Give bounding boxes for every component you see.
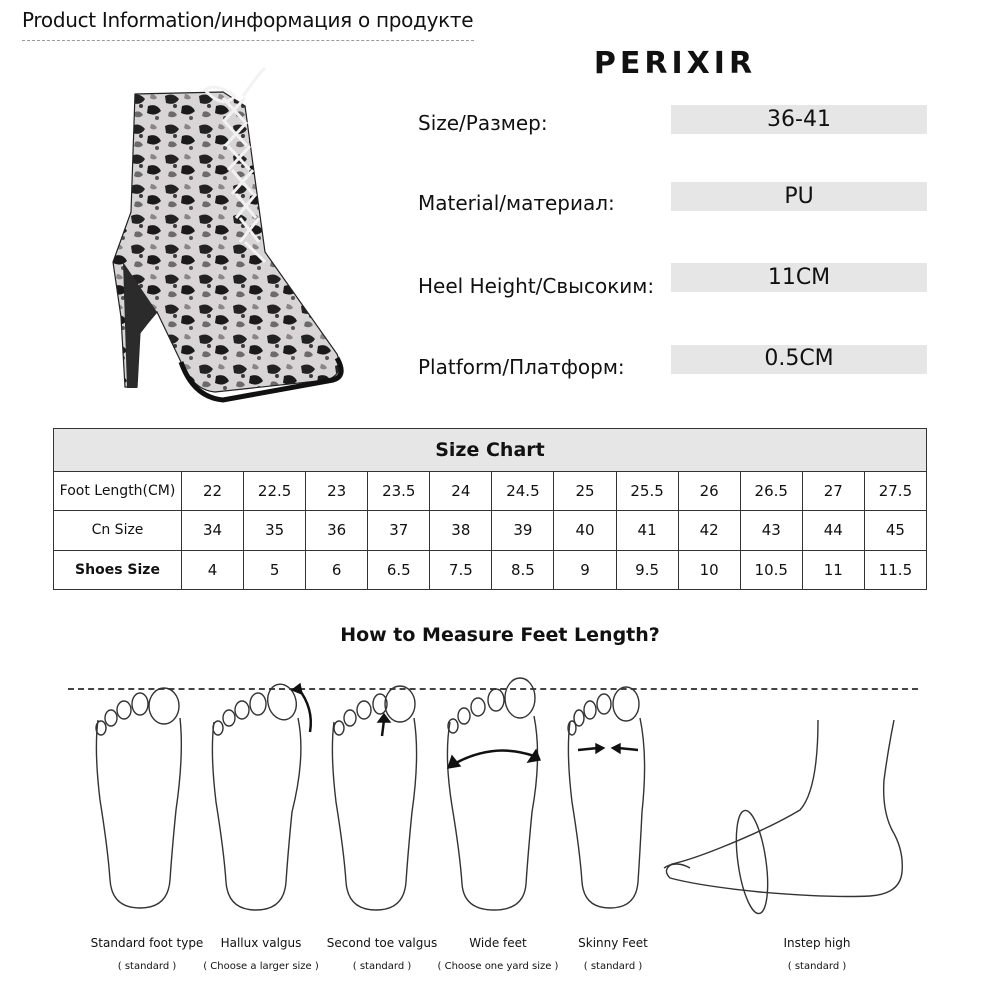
table-cell: 26.5 — [740, 472, 802, 511]
foot-label-wide-feet: Wide feet — [469, 936, 527, 950]
table-cell: 36 — [306, 511, 368, 550]
table-cell: 25 — [554, 472, 616, 511]
foot-label-second-toe-valgus: Second toe valgus — [326, 936, 438, 950]
table-cell: 26 — [678, 472, 740, 511]
instep-foot-icon — [664, 720, 902, 915]
platform-label: Platform/Платформ: — [418, 355, 625, 379]
table-cell: 41 — [616, 511, 678, 550]
size-chart-table — [53, 428, 927, 590]
table-cell: 6 — [306, 550, 368, 589]
heel-height-label: Heel Height/Свысоким: — [418, 274, 655, 298]
foot-note-skinny-feet: ( standard ) — [583, 961, 643, 972]
row-label-foot-length: Foot Length(CM) — [54, 472, 182, 511]
table-cell: 42 — [678, 511, 740, 550]
page-title: Product Information/информация о продукте — [22, 8, 474, 32]
heel-height-value: 11CM — [767, 265, 831, 290]
table-cell: 39 — [492, 511, 554, 550]
wide-foot-icon — [447, 678, 540, 910]
second-toe-valgus-foot-icon — [332, 686, 416, 910]
foot-note-wide-feet: ( Choose one yard size ) — [437, 961, 559, 972]
material-label: Material/материал: — [418, 191, 615, 215]
table-row-foot-length — [54, 472, 927, 511]
foot-note-second-toe-valgus: ( standard ) — [352, 961, 412, 972]
foot-label-hallux-valgus: Hallux valgus — [220, 936, 302, 950]
foot-label-standard: Standard foot type — [90, 936, 204, 950]
table-cell: 23 — [306, 472, 368, 511]
table-cell: 25.5 — [616, 472, 678, 511]
table-cell: 9 — [554, 550, 616, 589]
table-cell: 5 — [244, 550, 306, 589]
table-cell: 6.5 — [368, 550, 430, 589]
table-cell: 45 — [864, 511, 926, 550]
table-cell: 37 — [368, 511, 430, 550]
size-chart-title: Size Chart — [54, 429, 927, 472]
table-cell: 35 — [244, 511, 306, 550]
table-row-cn-size — [54, 511, 927, 550]
table-cell: 27.5 — [864, 472, 926, 511]
table-cell: 44 — [802, 511, 864, 550]
table-cell: 10 — [678, 550, 740, 589]
row-label-shoes-size: Shoes Size — [54, 550, 182, 589]
table-cell: 10.5 — [740, 550, 802, 589]
table-cell: 7.5 — [430, 550, 492, 589]
table-cell: 40 — [554, 511, 616, 550]
platform-value: 0.5CM — [764, 346, 834, 371]
table-cell: 4 — [182, 550, 244, 589]
table-cell: 22 — [182, 472, 244, 511]
table-cell: 22.5 — [244, 472, 306, 511]
table-cell: 43 — [740, 511, 802, 550]
size-value: 36-41 — [767, 107, 831, 132]
table-cell: 9.5 — [616, 550, 678, 589]
table-cell: 8.5 — [492, 550, 554, 589]
skinny-foot-icon — [568, 687, 645, 908]
table-cell: 11 — [802, 550, 864, 589]
row-label-cn-size: Cn Size — [54, 511, 182, 550]
brand-logo: PERIXIR — [593, 46, 757, 81]
foot-note-instep-high: ( standard ) — [787, 961, 847, 972]
table-row-shoes-size — [54, 550, 927, 589]
foot-note-hallux-valgus: ( Choose a larger size ) — [203, 961, 319, 972]
foot-label-instep-high: Instep high — [783, 936, 851, 950]
size-label: Size/Размер: — [418, 111, 548, 135]
foot-note-standard: ( standard ) — [117, 961, 177, 972]
snakeskin-lace-up-boot-image — [95, 62, 355, 407]
material-value: PU — [784, 184, 814, 209]
foot-label-skinny-feet: Skinny Feet — [578, 936, 648, 950]
table-cell: 27 — [802, 472, 864, 511]
standard-foot-icon — [96, 688, 181, 908]
header-divider — [22, 40, 474, 41]
table-cell: 11.5 — [864, 550, 926, 589]
table-cell: 34 — [182, 511, 244, 550]
feet-illustrations — [0, 660, 1000, 930]
table-cell: 24.5 — [492, 472, 554, 511]
table-cell: 24 — [430, 472, 492, 511]
measure-title: How to Measure Feet Length? — [340, 624, 660, 646]
table-cell: 38 — [430, 511, 492, 550]
hallux-valgus-foot-icon — [212, 681, 310, 910]
table-cell: 23.5 — [368, 472, 430, 511]
